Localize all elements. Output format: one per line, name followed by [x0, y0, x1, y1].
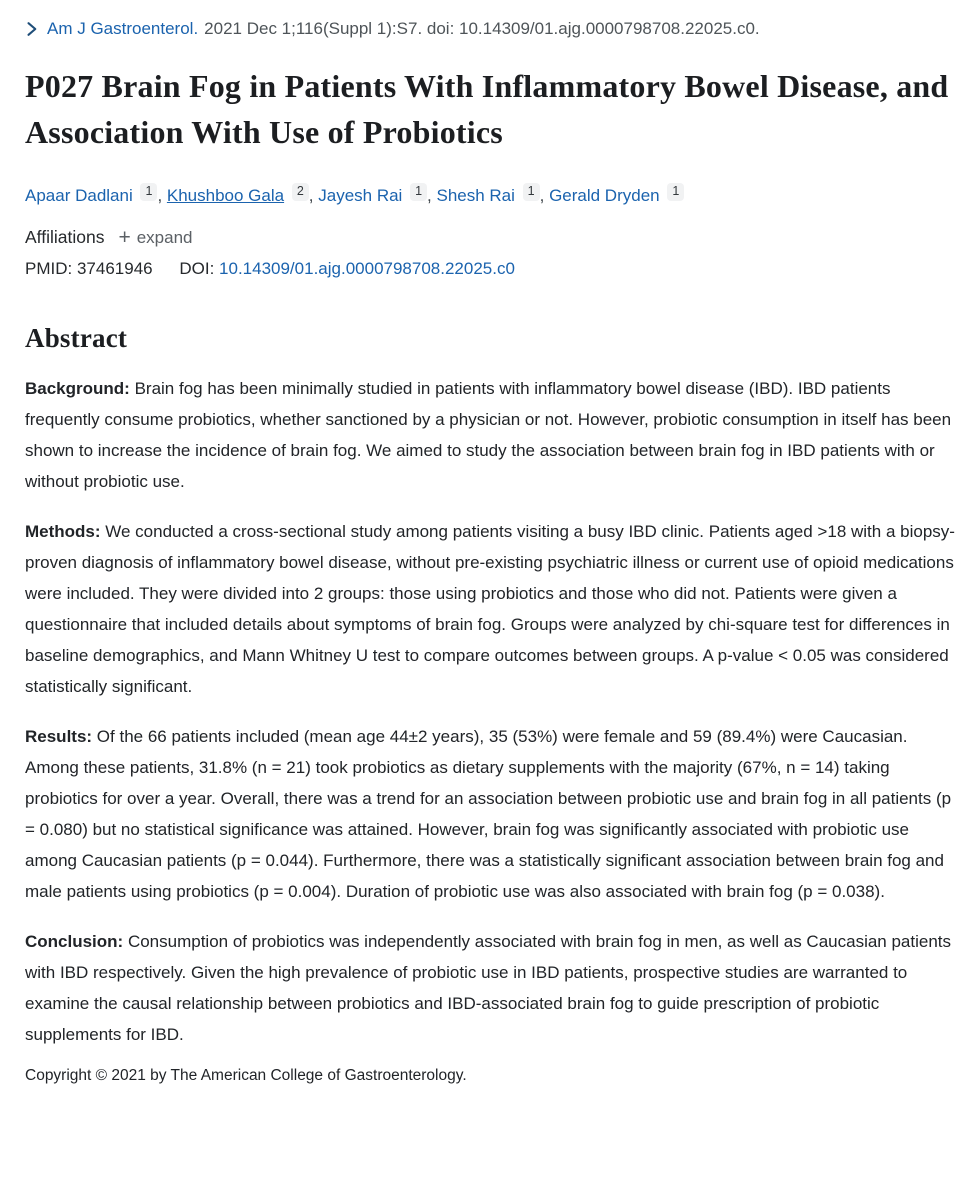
abstract-section-conclusion: Conclusion: Consumption of probiotics was independently associated with brain fog in men, as well as Caucasian patients with IBD respectively. Given the high prevalence of probiotic use in IBD patients, prospective studies are warranted to examine the causal relationship between probiotics and IBD-associated brain fog to guide prescription of probiotic supplements for IBD. — [25, 932, 952, 1044]
author-separator: , — [157, 186, 167, 205]
abstract-section-background: Background: Brain fog has been minimally studied in patients with inflammatory bowel disease (IBD). IBD patients frequently consume probiotics, whether sanctioned by a physician or not. However, probiotic consumption in itself has been shown to increase the incidence of brain fog. We aimed to study the association between brain fog in IBD patients with or without probiotic use. — [25, 379, 952, 491]
journal-link[interactable]: Am J Gastroenterol. — [47, 19, 199, 38]
abstract-section-methods: Methods: We conducted a cross-sectional study among patients visiting a busy IBD clinic. Patients aged >18 with a biopsy-proven diagnosis of inflammatory bowel disease, without pre-existing psychiatric illness or current use of opioid medications were included. They were divided into 2 groups: those using probiotics and those who did not. Patients were given a questionnaire that included details about symptoms of brain fog. Groups were analyzed by chi-square test for differences in baseline demographics, and Mann Whitney U test to compare outcomes between groups. A p-value < 0.05 was considered statistically significant. — [25, 522, 955, 696]
affiliations-row — [25, 227, 955, 248]
plus-icon: + — [118, 226, 131, 249]
affiliations-expand-button[interactable] — [118, 227, 192, 248]
author-affiliation-sup[interactable]: 1 — [140, 183, 157, 201]
chevron-right-icon[interactable] — [25, 21, 38, 37]
author-link[interactable]: Gerald Dryden — [549, 186, 660, 205]
doi-label: DOI: — [179, 259, 215, 278]
pmid-label: PMID: — [25, 259, 73, 278]
pmid-value: 37461946 — [76, 259, 153, 278]
author-separator: , — [308, 186, 319, 205]
author-affiliation-sup[interactable]: 1 — [523, 183, 540, 201]
abstract-heading: Abstract — [25, 323, 128, 353]
section-label: Conclusion: — [25, 932, 124, 951]
copyright-notice: Copyright © 2021 by The American College of Gastroenterology. — [25, 1067, 467, 1084]
section-label: Background: — [25, 379, 130, 398]
doi-link[interactable]: 10.14309/01.ajg.0000798708.22025.c0 — [219, 259, 515, 278]
pmid-group — [25, 259, 157, 278]
abstract-sections — [25, 373, 955, 1050]
author-affiliation-sup[interactable]: 2 — [292, 183, 309, 201]
author-affiliation-sup[interactable]: 1 — [410, 183, 427, 201]
abstract-section-results: Results: Of the 66 patients included (mean age 44±2 years), 35 (53%) were female and 59 (89.4%) were Caucasian. Among these patients, 31.8% (n = 21) took probiotics as dietary supplements with the majority (67%, n = 14) taking probiotics for over a year. Overall, there was a trend for an association between probiotic use and brain fog in all patients (p = 0.080) but no statistical significance was attained. However, brain fog was significantly associated with probiotic use among Caucasian patients (p = 0.044). Furthermore, there was a statistically significant association between brain fog and male patients using probiotics (p = 0.004). Duration of probiotic use was also associated with brain fog (p = 0.038). — [25, 727, 952, 901]
section-label: Methods: — [25, 522, 101, 541]
doi-group — [179, 259, 515, 278]
author-link[interactable]: Jayesh Rai — [318, 186, 403, 205]
section-label: Results: — [25, 727, 93, 746]
citation-details: 2021 Dec 1;116(Suppl 1):S7. doi: 10.14309/01.ajg.0000798708.22025.c0. — [204, 19, 760, 38]
author-link[interactable]: Shesh Rai — [436, 186, 515, 205]
authors-list — [25, 183, 955, 209]
author-affiliation-sup[interactable]: 1 — [667, 183, 684, 201]
journal-citation — [25, 19, 955, 39]
identifiers-row — [25, 259, 955, 279]
article-title: P027 Brain Fog in Patients With Inflammatory Bowel Disease, and Association With Use of Probiotics — [25, 68, 949, 150]
author-link[interactable]: Apaar Dadlani — [25, 186, 133, 205]
author-link[interactable]: Khushboo Gala — [166, 186, 285, 205]
affiliations-label: Affiliations — [25, 227, 105, 247]
author-separator: , — [427, 186, 437, 205]
author-separator: , — [539, 186, 550, 205]
expand-label: expand — [136, 227, 193, 247]
